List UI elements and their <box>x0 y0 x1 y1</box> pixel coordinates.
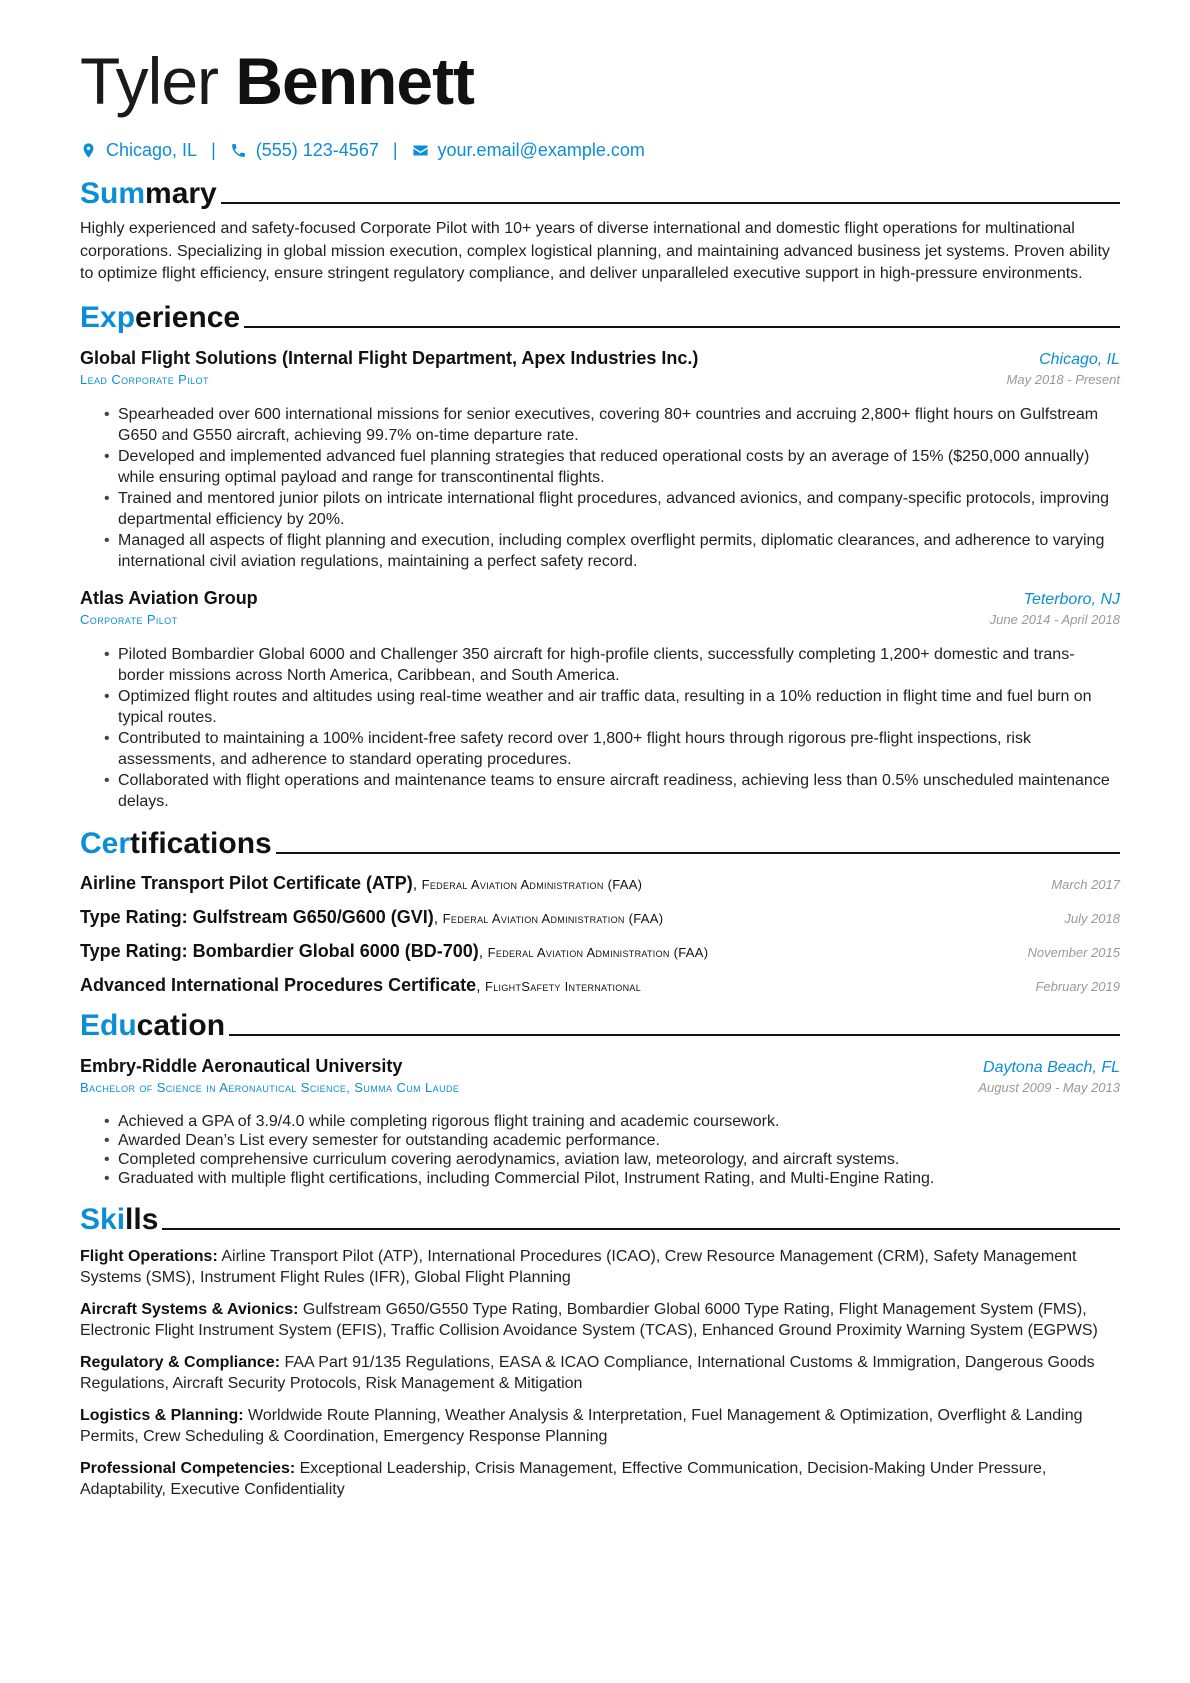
candidate-name <box>80 40 1120 122</box>
achievement-item: • Collaborated with flight operations and maintenance teams to ensure aircraft readiness, achieving less than 0.5% unscheduled maintenance delays. <box>104 770 1120 812</box>
job-location: Chicago, IL <box>1039 350 1120 368</box>
skills-list <box>80 1246 1120 1501</box>
skill-group-label: Flight Operations: <box>80 1247 218 1265</box>
resume-page <box>80 40 1120 1501</box>
employer-name: Atlas Aviation Group <box>80 587 258 608</box>
education-dates: August 2009 - May 2013 <box>978 1079 1120 1095</box>
certification-issuer: Federal Aviation Administration (FAA) <box>442 910 664 926</box>
certification-name: Type Rating: Gulfstream G650/G600 (GVI) <box>80 906 434 927</box>
phone-icon <box>230 142 247 159</box>
job-location: Teterboro, NJ <box>1023 590 1120 608</box>
skills-section-heading <box>80 1198 1120 1236</box>
section-rule <box>276 852 1120 854</box>
certification-issuer: FlightSafety International <box>485 978 641 994</box>
achievement-item: • Spearheaded over 600 international missions for senior executives, covering 80+ countries and accruing 2,800+ flight hours on Gulfstream G650 and G550 aircraft, achieving 99.7% on-time departure rate. <box>104 404 1120 446</box>
section-title: Experience <box>80 300 241 334</box>
school-name: Embry-Riddle Aeronautical University <box>80 1055 403 1076</box>
certifications-section-heading <box>80 822 1120 860</box>
skill-group-items: Worldwide Route Planning, Weather Analysis & Interpretation, Fuel Management & Optimization, Overflight & Landing Permits, Crew Scheduling & Coordination, Emergency Response Planning <box>80 1406 1083 1445</box>
achievement-list <box>80 404 1120 572</box>
achievement-list <box>80 644 1120 812</box>
skill-group-items: Exceptional Leadership, Crisis Management, Effective Communication, Decision-Making Under Pressure, Adaptability, Executive Confidentiality <box>80 1459 1047 1498</box>
achievement-item: • Contributed to maintaining a 100% incident-free safety record over 1,800+ flight hours through rigorous pre-flight inspections, risk assessments, and adherence to standard operating procedures. <box>104 728 1120 770</box>
education-achievement-list <box>80 1112 1120 1188</box>
achievement-item: • Awarded Dean’s List every semester for outstanding academic performance. <box>104 1131 1120 1150</box>
first-name: Tyler <box>80 44 219 118</box>
skill-group-items: Airline Transport Pilot (ATP), International Procedures (ICAO), Crew Resource Management (CRM), Safety Management Systems (SMS), Instrument Flight Rules (IFR), Global Flight Planning <box>80 1247 1077 1286</box>
skill-group-items: Gulfstream G650/G550 Type Rating, Bombardier Global 6000 Type Rating, Flight Management System (FMS), Electronic Flight Instrument System (EFIS), Traffic Collision Avoidance System (TCAS), Enhanced Ground Proximity Warning System (EGPWS) <box>80 1300 1098 1339</box>
section-rule <box>244 326 1120 328</box>
skill-group-label: Professional Competencies: <box>80 1459 296 1477</box>
achievement-item: • Completed comprehensive curriculum covering aerodynamics, aviation law, meteorology, and aircraft systems. <box>104 1150 1120 1169</box>
certification-item: Type Rating: Bombardier Global 6000 (BD-700), Federal Aviation Administration (FAA) November 2015 <box>80 934 1120 968</box>
section-title: Certifications <box>80 826 272 860</box>
contact-bar <box>80 136 1120 164</box>
skill-group <box>80 1299 1120 1342</box>
achievement-item: • Graduated with multiple flight certifications, including Commercial Pilot, Instrument Rating, and Multi-Engine Rating. <box>104 1169 1120 1188</box>
achievement-item: • Piloted Bombardier Global 6000 and Challenger 350 aircraft for high-profile clients, successfully completing 1,200+ domestic and trans-border missions across North America, Caribbean, and South America. <box>104 644 1120 686</box>
job-dates: May 2018 - Present <box>1006 371 1120 387</box>
certification-date: February 2019 <box>1035 978 1120 994</box>
skill-group-label: Regulatory & Compliance: <box>80 1353 281 1371</box>
certification-list <box>80 866 1120 1002</box>
last-name: Bennett <box>235 44 475 118</box>
section-title: Education <box>80 1008 226 1042</box>
envelope-icon <box>412 142 429 159</box>
achievement-item: • Achieved a GPA of 3.9/4.0 while completing rigorous flight training and academic coursework. <box>104 1112 1120 1131</box>
location-item <box>80 140 197 161</box>
certification-date: November 2015 <box>1027 944 1120 960</box>
school-location: Daytona Beach, FL <box>983 1058 1120 1076</box>
achievement-item: • Developed and implemented advanced fuel planning strategies that reduced operational costs by an average of 15% ($250,000 annually) while ensuring optimal payload and range for transcontinental flights. <box>104 446 1120 488</box>
skill-group-items: FAA Part 91/135 Regulations, EASA & ICAO Compliance, International Customs & Immigration, Dangerous Goods Regulations, Aircraft Security Protocols, Risk Management & Mitigation <box>80 1353 1095 1392</box>
experience-entry <box>80 346 1120 572</box>
job-title: Corporate Pilot <box>80 611 178 627</box>
contact-separator: | <box>392 139 398 160</box>
certification-item: Type Rating: Gulfstream G650/G600 (GVI), Federal Aviation Administration (FAA) July 2018 <box>80 900 1120 934</box>
employer-name: Global Flight Solutions (Internal Flight Department, Apex Industries Inc.) <box>80 347 699 368</box>
certification-name: Type Rating: Bombardier Global 6000 (BD-700) <box>80 940 479 961</box>
achievement-item: • Optimized flight routes and altitudes using real-time weather and air traffic data, resulting in a 10% reduction in flight time and fuel burn on typical routes. <box>104 686 1120 728</box>
experience-section-heading <box>80 296 1120 334</box>
section-rule <box>162 1228 1120 1230</box>
certification-name: Advanced International Procedures Certificate <box>80 974 477 995</box>
job-dates: June 2014 - April 2018 <box>989 611 1120 627</box>
certification-date: March 2017 <box>1051 876 1120 892</box>
phone-text: (555) 123-4567 <box>255 139 379 160</box>
section-title: Skills <box>80 1202 159 1236</box>
section-rule <box>229 1034 1120 1036</box>
summary-text: Highly experienced and safety-focused Corporate Pilot with 10+ years of diverse international and domestic flight operations for multinational corporations. Specializing in global mission execution, complex logistical planning, and maintaining advanced business jet systems. Proven ability to optimize flight efficiency, ensure stringent regulatory compliance, and deliver unparalleled executive support in high-pressure environments. <box>80 220 1110 282</box>
skill-group <box>80 1352 1120 1395</box>
education-entry <box>80 1054 1120 1188</box>
contact-separator: | <box>211 139 216 160</box>
job-title: Lead Corporate Pilot <box>80 371 209 387</box>
skill-group-label: Logistics & Planning: <box>80 1406 244 1424</box>
experience-entry <box>80 586 1120 812</box>
degree: Bachelor of Science in Aeronautical Science, Summa Cum Laude <box>80 1079 460 1095</box>
summary-section-heading <box>80 172 1120 210</box>
certification-name: Airline Transport Pilot Certificate (ATP) <box>80 872 413 893</box>
certification-item: Advanced International Procedures Certificate, FlightSafety International February 2019 <box>80 968 1120 1002</box>
certification-item: Airline Transport Pilot Certificate (ATP), Federal Aviation Administration (FAA) March 2017 <box>80 866 1120 900</box>
email-link[interactable]: your.email@example.com <box>437 139 645 160</box>
achievement-item: • Trained and mentored junior pilots on intricate international flight procedures, advanced avionics, and company-specific protocols, improving departmental efficiency by 20%. <box>104 488 1120 530</box>
achievement-item: • Managed all aspects of flight planning and execution, including complex overflight permits, diplomatic clearances, and adherence to varying international civil aviation regulations, maintaining a perfect safety record. <box>104 530 1120 572</box>
email-item[interactable] <box>412 140 645 161</box>
map-pin-icon <box>80 142 97 159</box>
skill-group <box>80 1246 1120 1289</box>
education-section-heading <box>80 1004 1120 1042</box>
phone-item <box>230 140 379 161</box>
skill-group <box>80 1458 1120 1501</box>
certification-issuer: Federal Aviation Administration (FAA) <box>421 876 643 892</box>
section-rule <box>221 202 1120 204</box>
section-title: Summary <box>80 177 217 210</box>
certification-issuer: Federal Aviation Administration (FAA) <box>487 944 709 960</box>
skill-group <box>80 1405 1120 1448</box>
skill-group-label: Aircraft Systems & Avionics: <box>80 1300 299 1318</box>
location-text: Chicago, IL <box>106 139 198 160</box>
certification-date: July 2018 <box>1064 910 1120 926</box>
